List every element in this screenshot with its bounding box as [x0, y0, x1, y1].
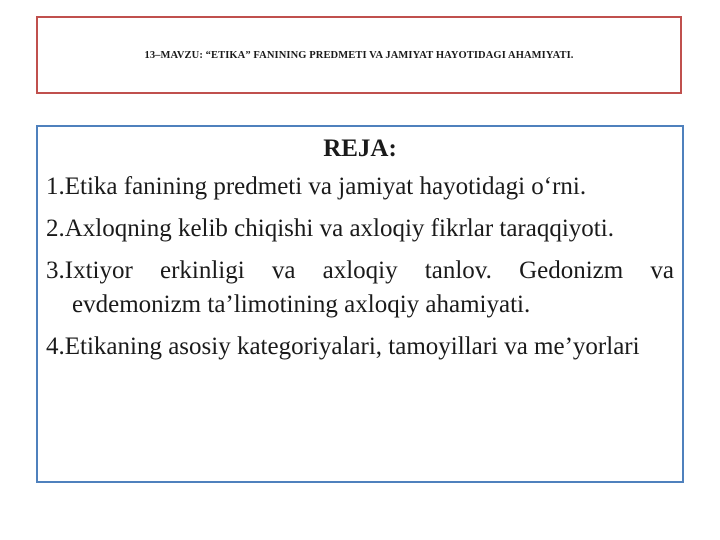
- slide-title: 13–MAVZU: “ETIKA” FANINING PREDMETI VA JAMIYAT HAYOTIDAGI AHAMIYATI.: [144, 49, 574, 61]
- title-box: [36, 16, 682, 94]
- plan-list: [46, 170, 674, 364]
- plan-item-2: 2.Axloqning kelib chiqishi va axloqiy fikrlar taraqqiyoti.: [46, 215, 614, 242]
- content-box: [36, 125, 684, 483]
- plan-heading: REJA:: [323, 135, 397, 162]
- plan-item-3: 3.Ixtiyor erkinligi va axloqiy tanlov. Gedonizm va evdemonizm ta’limotining axloqiy ahamiyati.: [46, 257, 674, 318]
- plan-item-4: 4.Etikaning asosiy kategoriyalari, tamoyillari va me’yorlari: [46, 333, 640, 360]
- plan-item-1: 1.Etika fanining predmeti va jamiyat hayotidagi o‘rni.: [46, 173, 587, 200]
